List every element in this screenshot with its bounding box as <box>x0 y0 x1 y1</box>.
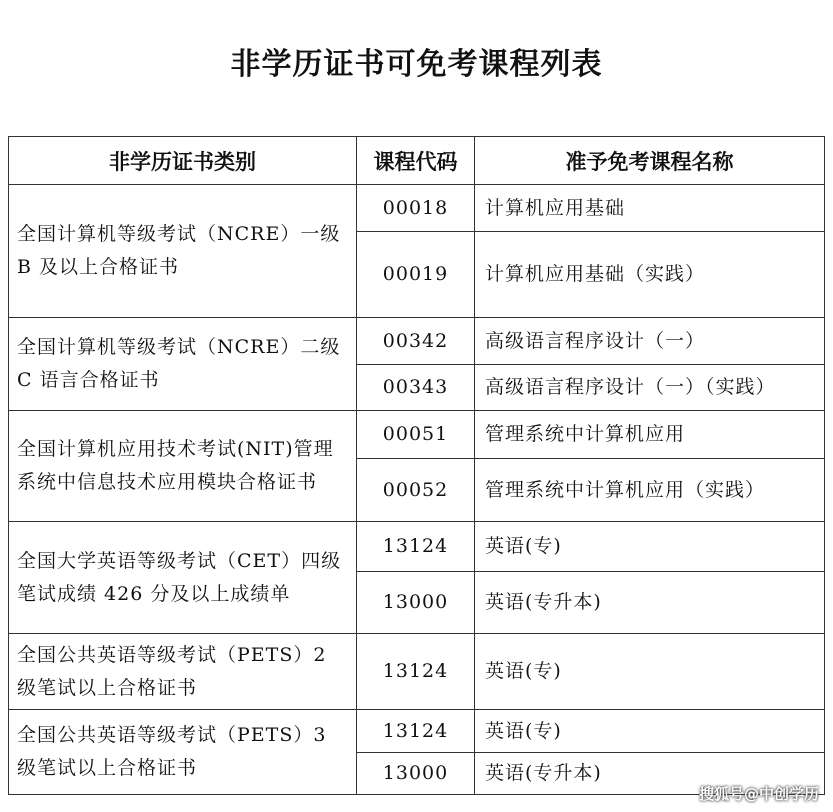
course-code-cell: 13000 <box>357 753 475 795</box>
table-row <box>9 185 825 232</box>
course-name-cell: 英语(专升本) <box>475 753 825 795</box>
table-row <box>9 710 825 753</box>
course-name-cell: 高级语言程序设计（一） <box>475 318 825 365</box>
course-name-cell: 计算机应用基础 <box>475 185 825 232</box>
category-cell: 全国公共英语等级考试（PETS）2 级笔试以上合格证书 <box>9 634 357 710</box>
course-code-cell: 00342 <box>357 318 475 365</box>
course-code-cell: 00052 <box>357 459 475 522</box>
category-cell: 全国计算机等级考试（NCRE）二级 C 语言合格证书 <box>9 318 357 411</box>
course-name-cell: 英语(专) <box>475 710 825 753</box>
header-course: 准予免考课程名称 <box>475 137 825 185</box>
course-name-cell: 管理系统中计算机应用 <box>475 411 825 459</box>
table-row <box>9 318 825 365</box>
course-code-cell: 13124 <box>357 634 475 710</box>
course-code-cell: 13124 <box>357 710 475 753</box>
category-cell: 全国公共英语等级考试（PETS）3 级笔试以上合格证书 <box>9 710 357 795</box>
category-cell: 全国计算机应用技术考试(NIT)管理系统中信息技术应用模块合格证书 <box>9 411 357 522</box>
category-cell: 全国大学英语等级考试（CET）四级笔试成绩 426 分及以上成绩单 <box>9 522 357 634</box>
course-code-cell: 00051 <box>357 411 475 459</box>
course-name-cell: 高级语言程序设计（一）（实践） <box>475 365 825 411</box>
table-row <box>9 634 825 710</box>
course-code-cell: 00343 <box>357 365 475 411</box>
exemption-table <box>8 136 825 795</box>
course-name-cell: 管理系统中计算机应用（实践） <box>475 459 825 522</box>
page-title: 非学历证书可免考课程列表 <box>230 47 603 82</box>
watermark: 搜狐号@中创学历 <box>698 785 819 803</box>
category-cell: 全国计算机等级考试（NCRE）一级 B 及以上合格证书 <box>9 185 357 318</box>
course-code-cell: 00018 <box>357 185 475 232</box>
table-header-row <box>9 137 825 185</box>
course-name-cell: 英语(专升本) <box>475 572 825 634</box>
course-name-cell: 计算机应用基础（实践） <box>475 232 825 318</box>
table-row <box>9 522 825 572</box>
course-name-cell: 英语(专) <box>475 634 825 710</box>
header-category: 非学历证书类别 <box>9 137 357 185</box>
header-code: 课程代码 <box>357 137 475 185</box>
table-row <box>9 411 825 459</box>
course-code-cell: 00019 <box>357 232 475 318</box>
course-code-cell: 13000 <box>357 572 475 634</box>
course-code-cell: 13124 <box>357 522 475 572</box>
course-name-cell: 英语(专) <box>475 522 825 572</box>
